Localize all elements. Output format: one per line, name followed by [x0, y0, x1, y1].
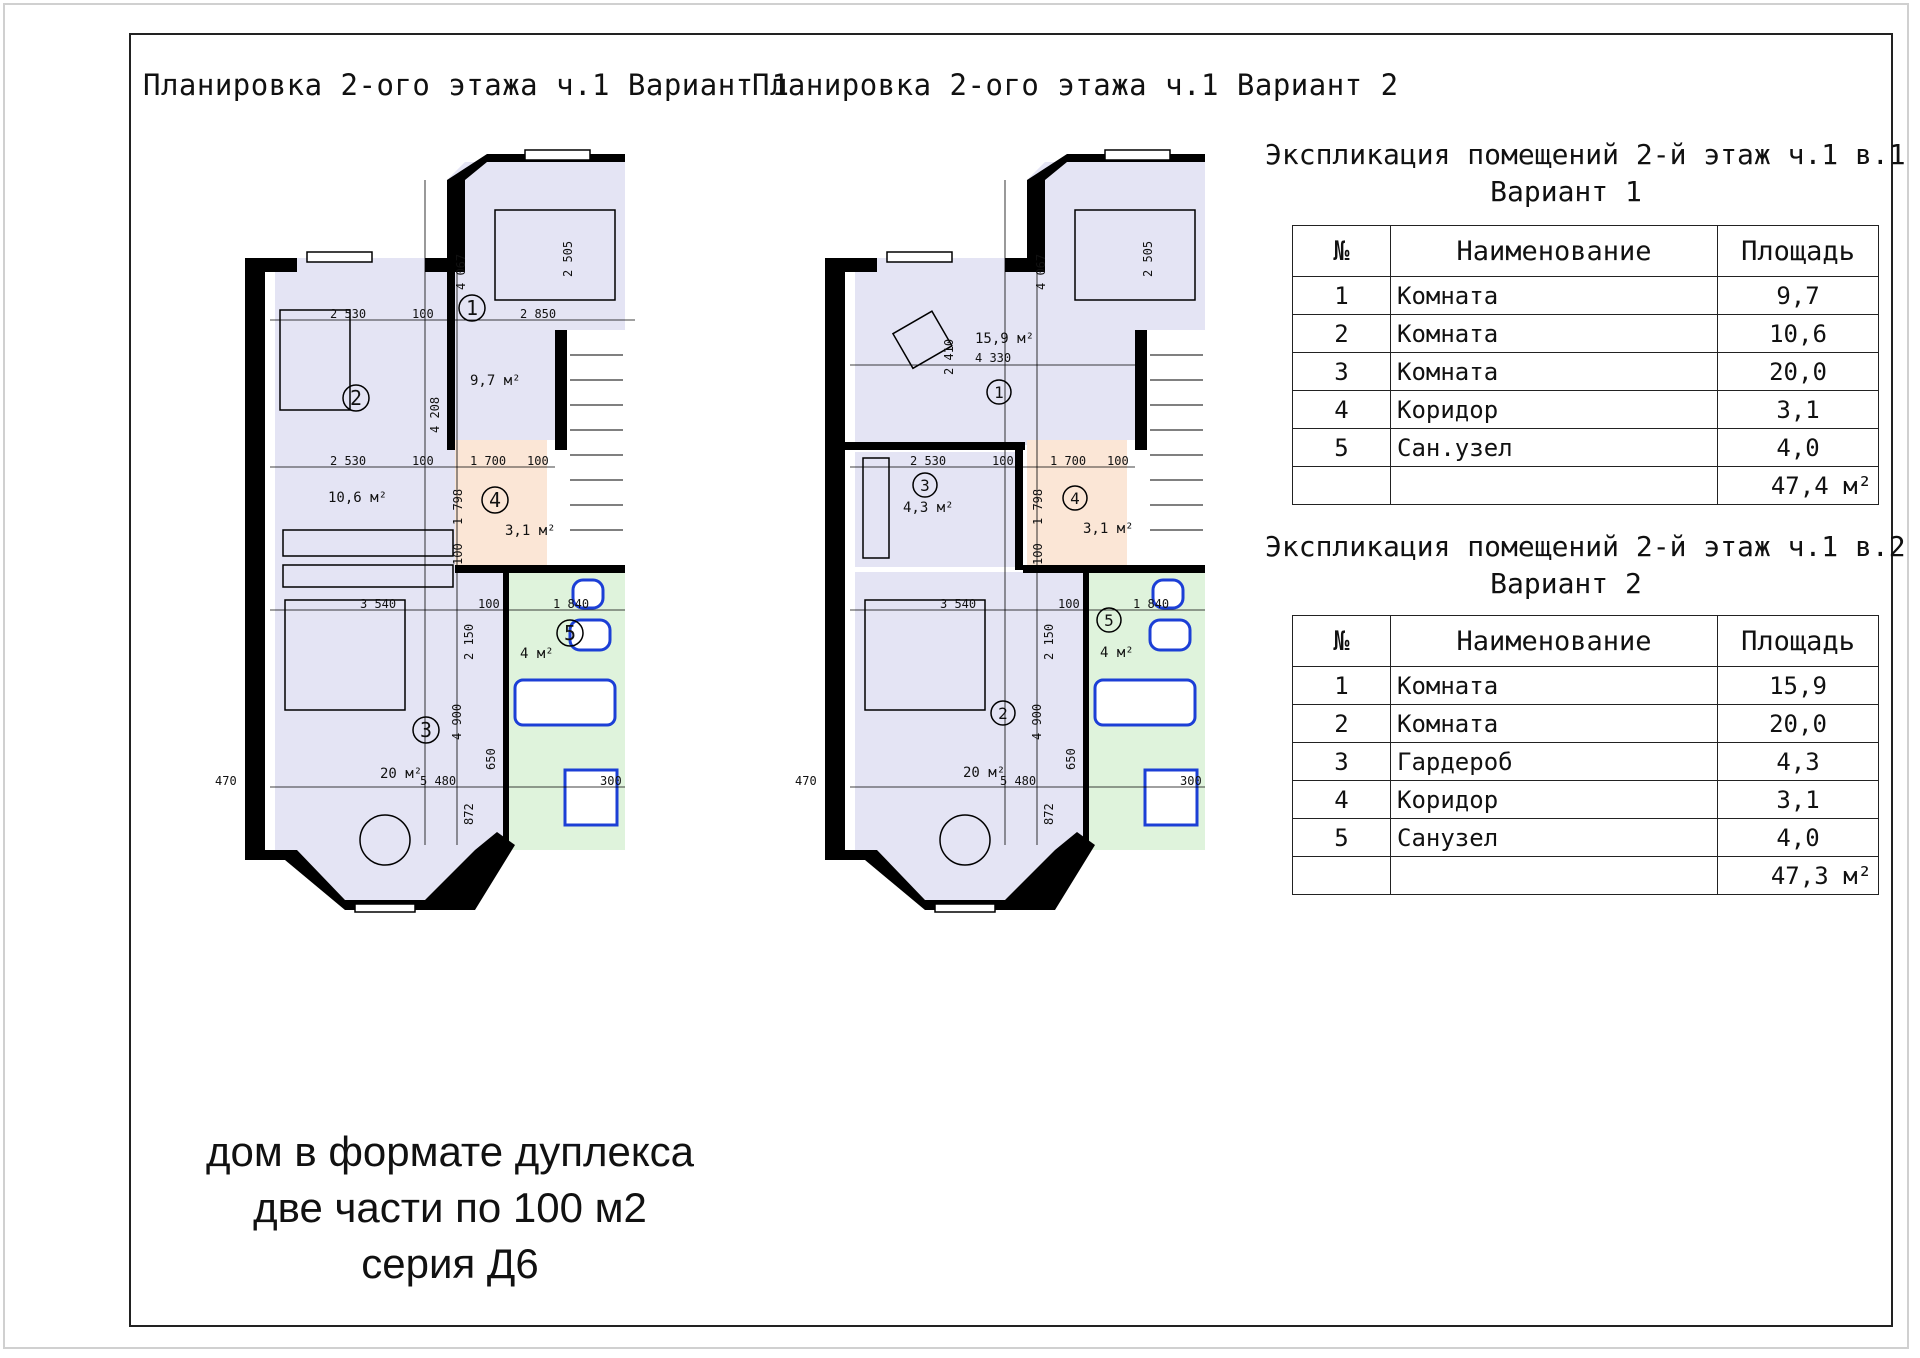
stair-area: [565, 335, 625, 560]
room-number-2: 2: [349, 386, 363, 410]
dim-label: 5 480: [1000, 774, 1037, 788]
room-number-2: 2: [998, 704, 1008, 723]
bathtub-icon: [515, 680, 615, 725]
dim-label: 300: [1180, 774, 1202, 788]
dim-label: 300: [600, 774, 622, 788]
total-area: 47,3 м²: [1718, 857, 1879, 895]
cell-number: 4: [1293, 391, 1391, 429]
sink-icon: [1150, 620, 1190, 650]
dim-label: 1 700: [1050, 454, 1087, 468]
room-number-1: 1: [465, 296, 479, 320]
dim-label: 2 530: [330, 454, 367, 468]
room-area-5: 4 м²: [520, 646, 554, 662]
explication1-title: [1265, 138, 1906, 208]
cell-area: 4,3: [1718, 743, 1879, 781]
wall-corridor: [455, 565, 625, 573]
dim-label: 2 850: [520, 307, 557, 321]
dim-label: 470: [795, 774, 817, 788]
window: [1105, 150, 1170, 160]
room-area-1: 9,7 м²: [470, 373, 521, 389]
explication1-title-line2: Вариант 1: [1490, 175, 1642, 208]
explication1-title-line1: Экспликация помещений 2-й этаж ч.1 в.1: [1265, 138, 1906, 171]
stair-area: [1145, 335, 1205, 560]
header-name: Наименование: [1391, 226, 1718, 277]
cell-name: Комната: [1391, 705, 1718, 743]
bathtub-icon: [1095, 680, 1195, 725]
room-area-2: 10,6 м²: [328, 490, 388, 506]
table-row: [1293, 781, 1879, 819]
dim-label: 4 067: [454, 253, 468, 290]
dim-label: 100: [451, 543, 465, 565]
cell-empty: [1293, 857, 1391, 895]
wall-partition: [845, 442, 1025, 450]
window: [525, 150, 590, 160]
room-area-3: 4,3 м²: [903, 500, 954, 516]
cell-number: 5: [1293, 819, 1391, 857]
plan2-title: Планировка 2-ого этажа ч.1 Вариант 2: [752, 68, 1399, 102]
cell-name: Гардероб: [1391, 743, 1718, 781]
cell-area: 20,0: [1718, 705, 1879, 743]
explication2-title-line2: Вариант 2: [1490, 567, 1642, 600]
summary-line-1: дом в формате дуплекса: [205, 1128, 695, 1175]
dim-label: 100: [412, 454, 434, 468]
cell-area: 3,1: [1718, 391, 1879, 429]
table-row: [1293, 315, 1879, 353]
cell-area: 9,7: [1718, 277, 1879, 315]
cell-empty: [1391, 857, 1718, 895]
explication2-title: [1265, 530, 1906, 600]
wall-bath: [503, 572, 509, 842]
dim-label: 470: [215, 774, 237, 788]
room-area-4: 3,1 м²: [505, 523, 556, 539]
cell-name: Санузел: [1391, 819, 1718, 857]
floor-plan-variant-1: [215, 140, 645, 930]
cell-number: 3: [1293, 353, 1391, 391]
table-row: [1293, 391, 1879, 429]
dim-label: 100: [478, 597, 500, 611]
dim-label: 4 067: [1034, 253, 1048, 290]
dim-label: 1 798: [451, 488, 465, 525]
wall-corridor: [1023, 565, 1205, 573]
dim-label: 100: [1031, 543, 1045, 565]
table-row: [1293, 743, 1879, 781]
cell-name: Комната: [1391, 315, 1718, 353]
cell-area: 10,6: [1718, 315, 1879, 353]
window: [935, 904, 995, 912]
cell-area: 15,9: [1718, 667, 1879, 705]
cell-name: Комната: [1391, 667, 1718, 705]
cell-number: 2: [1293, 315, 1391, 353]
dim-label: 650: [1064, 748, 1078, 770]
floor-plan-variant-2: [795, 140, 1225, 930]
table-row: [1293, 353, 1879, 391]
dim-label: 100: [412, 307, 434, 321]
dim-label: 100: [1107, 454, 1129, 468]
dim-label: 3 540: [940, 597, 977, 611]
cell-number: 1: [1293, 277, 1391, 315]
cell-name: Коридор: [1391, 391, 1718, 429]
table-row: [1293, 667, 1879, 705]
header-area: Площадь: [1718, 616, 1879, 667]
dim-label: 2 505: [561, 240, 575, 277]
room-area-1: 15,9 м²: [975, 331, 1035, 347]
dim-label: 1 840: [1133, 597, 1170, 611]
cell-name: Коридор: [1391, 781, 1718, 819]
table-total-row: [1293, 467, 1879, 505]
table-header-row: [1293, 616, 1879, 667]
cell-number: 3: [1293, 743, 1391, 781]
window: [887, 252, 952, 262]
dim-label: 1 840: [553, 597, 590, 611]
explication1-table: [1292, 225, 1879, 505]
wall-stair: [555, 330, 567, 450]
dim-label: 4 900: [1030, 703, 1044, 740]
dim-label: 4 330: [975, 351, 1012, 365]
cell-number: 4: [1293, 781, 1391, 819]
dim-label: 1 798: [1031, 488, 1045, 525]
wall-stair: [1135, 330, 1147, 450]
dim-label: 2 530: [330, 307, 367, 321]
room-number-3: 3: [419, 718, 433, 742]
cell-number: 2: [1293, 705, 1391, 743]
cell-name: Комната: [1391, 277, 1718, 315]
dim-label: 2 150: [1042, 623, 1056, 660]
explication2-table: [1292, 615, 1879, 895]
room-2-fill: [855, 572, 1087, 900]
window: [307, 252, 372, 262]
cell-empty: [1293, 467, 1391, 505]
room-number-5: 5: [563, 621, 577, 645]
cell-area: 20,0: [1718, 353, 1879, 391]
plan1-title: Планировка 2-ого этажа ч.1 Вариант 1: [143, 68, 790, 102]
cell-name: Сан.узел: [1391, 429, 1718, 467]
dim-label: 100: [992, 454, 1014, 468]
dim-label: 2 150: [462, 623, 476, 660]
dim-label: 2 505: [1141, 240, 1155, 277]
window: [355, 904, 415, 912]
cell-area: 4,0: [1718, 429, 1879, 467]
room-number-4: 4: [488, 488, 502, 512]
room-3-fill: [275, 572, 507, 900]
room-area-5: 4 м²: [1100, 645, 1134, 661]
wall-partition: [1015, 442, 1023, 570]
dim-label: 4 208: [428, 396, 442, 433]
table-row: [1293, 705, 1879, 743]
dim-label: 5 480: [420, 774, 457, 788]
cell-area: 4,0: [1718, 819, 1879, 857]
cell-name: Комната: [1391, 353, 1718, 391]
room-area-3: 20 м²: [380, 766, 423, 782]
explication2-title-line1: Экспликация помещений 2-й этаж ч.1 в.2: [1265, 530, 1906, 563]
header-number: №: [1293, 616, 1391, 667]
dim-label: 872: [1042, 803, 1056, 825]
total-area: 47,4 м²: [1718, 467, 1879, 505]
room-number-1: 1: [994, 383, 1004, 402]
cell-area: 3,1: [1718, 781, 1879, 819]
room-number-4: 4: [1070, 489, 1080, 508]
header-area: Площадь: [1718, 226, 1879, 277]
table-total-row: [1293, 857, 1879, 895]
summary-line-3: серия Д6: [361, 1240, 539, 1287]
header-number: №: [1293, 226, 1391, 277]
cell-empty: [1391, 467, 1718, 505]
house-summary: [160, 1124, 740, 1292]
header-name: Наименование: [1391, 616, 1718, 667]
dim-label: 650: [484, 748, 498, 770]
cell-number: 1: [1293, 667, 1391, 705]
table-header-row: [1293, 226, 1879, 277]
dim-label: 1 700: [470, 454, 507, 468]
table-row: [1293, 277, 1879, 315]
table-row: [1293, 429, 1879, 467]
dim-label: 2 530: [910, 454, 947, 468]
table-row: [1293, 819, 1879, 857]
wall-bath: [1083, 572, 1089, 842]
wall-partition-1: [447, 180, 455, 450]
dim-label: 100: [527, 454, 549, 468]
dim-label: 100: [1058, 597, 1080, 611]
room-area-4: 3,1 м²: [1083, 521, 1134, 537]
dim-label: 2 410: [942, 338, 956, 375]
cell-number: 5: [1293, 429, 1391, 467]
room-number-5: 5: [1104, 611, 1114, 630]
dim-label: 3 540: [360, 597, 397, 611]
room-area-2: 20 м²: [963, 765, 1006, 781]
dim-label: 4 900: [450, 703, 464, 740]
dim-label: 872: [462, 803, 476, 825]
room-number-3: 3: [920, 476, 930, 495]
summary-line-2: две части по 100 м2: [253, 1184, 647, 1231]
